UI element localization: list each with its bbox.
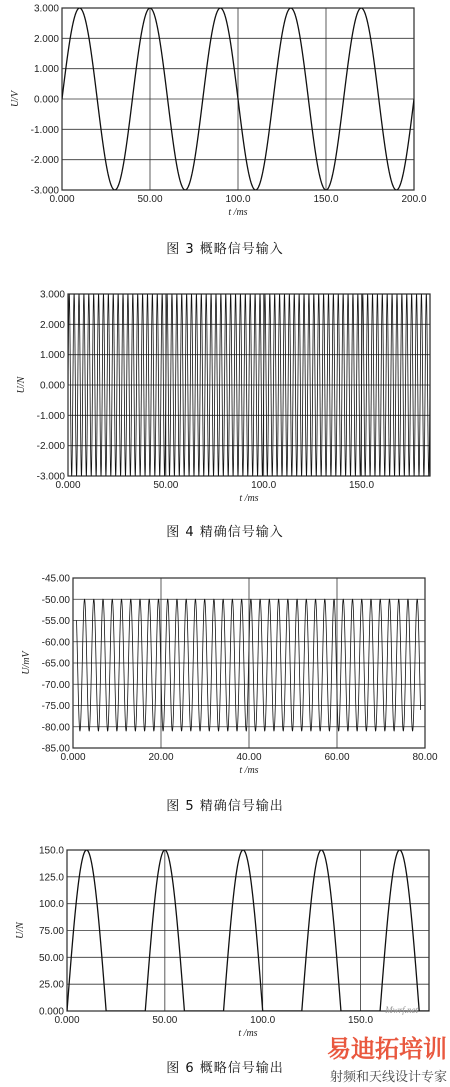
y-tick-label: 0.000	[33, 94, 59, 106]
x-tick-label: 0.000	[54, 1015, 80, 1026]
x-tick-label: 100.0	[251, 480, 277, 491]
watermark-logo: 易迪拓培训	[327, 1035, 447, 1063]
y-tick-label: -2.000	[30, 155, 59, 167]
x-tick-label: 100.0	[225, 194, 251, 205]
figure-caption: 图 4 精确信号输入	[166, 525, 284, 540]
y-tick-label: -55.00	[41, 616, 70, 627]
watermark-tagline: 射频和天线设计专家	[329, 1070, 447, 1085]
y-tick-label: 100.0	[38, 899, 64, 911]
x-tick-label: 150.0	[347, 1015, 374, 1026]
y-axis-label: U/V	[10, 90, 21, 108]
y-tick-label: -65.00	[41, 658, 70, 670]
chart-2	[16, 290, 430, 541]
y-tick-label: 0.000	[38, 1006, 64, 1018]
watermark-site: Mwrf.net	[385, 1005, 418, 1015]
y-tick-label: 150.0	[38, 845, 64, 857]
x-tick-label: 40.00	[236, 752, 262, 763]
y-tick-label: 1.000	[33, 64, 59, 76]
y-tick-label: 3.000	[39, 289, 65, 301]
y-tick-label: -1.000	[30, 124, 59, 136]
x-tick-label: 20.00	[148, 752, 174, 763]
y-tick-label: 75.00	[38, 926, 64, 937]
x-tick-label: 50.00	[153, 480, 179, 491]
y-tick-label: -85.00	[41, 743, 70, 755]
y-tick-label: 2.000	[39, 319, 65, 331]
x-tick-label: 0.000	[55, 480, 81, 491]
x-axis-label: t /ms	[239, 493, 259, 504]
figure-caption: 图 6 概略信号输出	[166, 1061, 284, 1076]
y-tick-label: -50.00	[41, 594, 70, 606]
x-tick-label: 50.00	[137, 194, 163, 205]
x-axis-label: t /ms	[239, 765, 259, 776]
y-tick-label: -2.000	[36, 441, 65, 453]
x-axis-label: t /ms	[238, 1028, 258, 1039]
chart-1	[10, 4, 427, 258]
x-axis-label: t /ms	[228, 207, 248, 218]
y-tick-label: -1.000	[36, 410, 65, 422]
x-tick-label: 200.0	[401, 194, 427, 205]
y-tick-label: -45.00	[41, 573, 70, 585]
y-tick-label: 50.00	[38, 952, 64, 964]
x-tick-label: 100.0	[250, 1015, 276, 1026]
x-tick-label: 0.000	[60, 752, 86, 763]
figure-caption: 图 3 概略信号输入	[166, 242, 284, 257]
x-tick-label: 0.000	[49, 194, 75, 205]
chart-3	[21, 574, 438, 815]
y-tick-label: -3.000	[36, 471, 65, 483]
x-tick-label: 80.00	[412, 752, 438, 763]
x-tick-label: 50.00	[152, 1015, 178, 1026]
y-tick-label: 0.000	[39, 380, 65, 392]
y-tick-label: -75.00	[41, 701, 70, 712]
y-tick-label: 1.000	[39, 350, 65, 362]
x-tick-label: 150.0	[313, 194, 339, 205]
y-tick-label: 2.000	[33, 33, 59, 45]
y-tick-label: 3.000	[33, 3, 59, 15]
x-tick-label: 60.00	[324, 752, 350, 763]
y-axis-label: U/N	[15, 922, 26, 939]
figure-caption: 图 5 精确信号输出	[166, 799, 284, 814]
y-axis-label: U/N	[16, 376, 27, 394]
y-tick-label: 25.00	[38, 979, 64, 991]
y-tick-label: -70.00	[41, 679, 70, 691]
y-tick-label: -80.00	[41, 722, 70, 734]
x-tick-label: 150.0	[348, 480, 375, 491]
y-tick-label: -60.00	[41, 637, 70, 649]
y-axis-label: U/mV	[21, 651, 32, 675]
y-tick-label: -3.000	[30, 185, 59, 197]
y-tick-label: 125.0	[38, 872, 64, 884]
